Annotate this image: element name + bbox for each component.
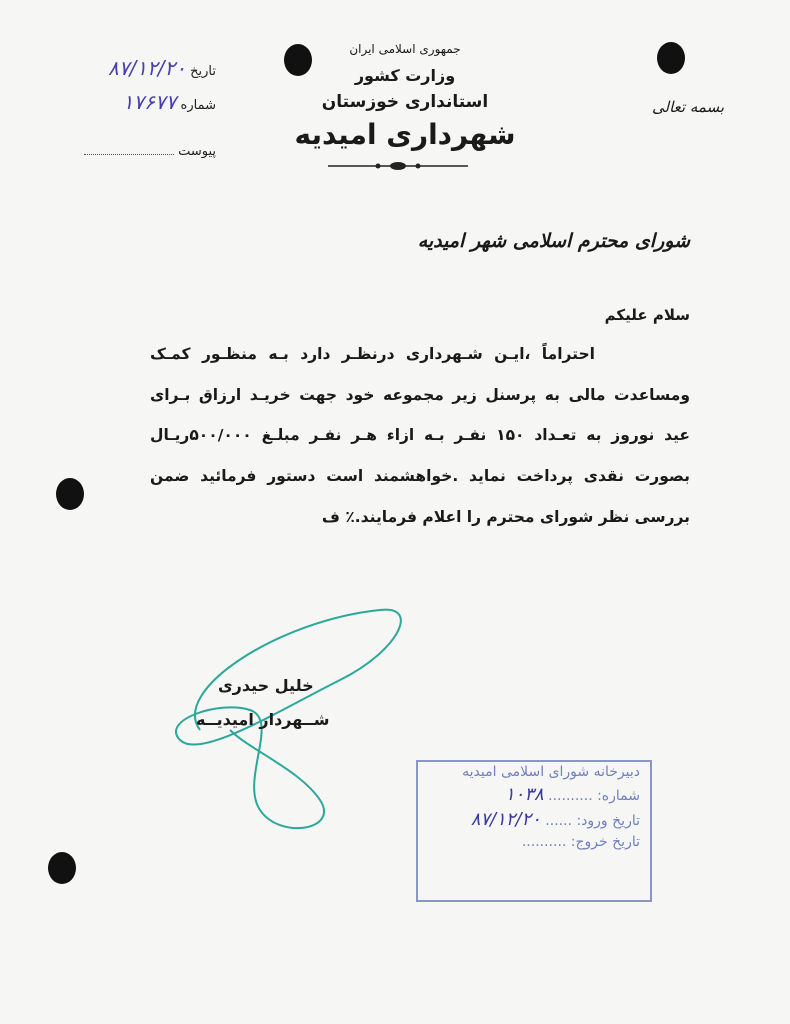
punch-hole <box>48 852 76 884</box>
punch-hole <box>657 42 685 74</box>
stamp-entry-label: تاریخ ورود: ...... <box>545 813 640 829</box>
date-field <box>66 56 216 80</box>
greeting: سلام علیکم <box>604 306 690 324</box>
attachment-label: پیوست <box>178 144 216 159</box>
header-province: استانداری خوزستان <box>321 92 489 112</box>
date-label: تاریخ <box>190 64 216 79</box>
header-country: جمهوری اسلامی ایران <box>349 42 461 56</box>
body-line: عید نوروز به تعـداد ۱۵۰ نفـر بـه ازاء هـر نفـر مبلـغ ۵۰۰/۰۰۰ریـال <box>150 426 691 445</box>
stamp-number <box>418 782 650 807</box>
date-value: ۸۷/۱۲/۲۰ <box>108 56 186 80</box>
stamp-number-label: شماره: .......... <box>548 788 640 804</box>
body-line: ومساعدت مالی به پرسنل زیر مجموعه خود جهت خریـد ارزاق بـرای <box>150 385 690 404</box>
basmala-logo: بسمه تعالی <box>652 98 725 116</box>
stamp-number-value: ۱۰۳۸ <box>505 784 544 805</box>
punch-hole <box>56 478 84 510</box>
letter-body <box>150 334 690 538</box>
attachment-blank <box>84 144 174 155</box>
stamp-entry-date <box>418 807 650 832</box>
body-line: بصورت نقدی پرداخت نماید .خواهشمند است دستور فرمائید ضمن <box>150 467 690 486</box>
number-label: شماره <box>180 98 216 113</box>
body-line: بررسی نظر شورای محترم را اعلام فرمایند.٪ ف <box>321 507 690 526</box>
stamp-entry-value: ۸۷/۱۲/۲۰ <box>470 809 541 830</box>
attachment-field <box>66 144 216 159</box>
body-line: احتراماً ،ایـن شـهرداری درنظـر دارد بـه منظـور کمـک <box>150 345 595 363</box>
stamp-title: دبیرخانه شورای اسلامی امیدیه <box>462 764 640 780</box>
council-receipt-stamp <box>416 760 652 902</box>
signer-name: خلیل حیدری <box>218 676 314 695</box>
header-municipality: شهرداری امیدیه <box>294 118 516 151</box>
ornament-divider <box>328 160 468 172</box>
recipient: شورای محترم اسلامی شهر امیدیه <box>417 230 690 252</box>
stamp-exit-date: تاریخ خروج: .......... <box>521 834 640 850</box>
number-value: ۱۷۶۷۷ <box>122 90 177 114</box>
header-ministry: وزارت کشور <box>354 66 456 85</box>
signer-title: شــهردار امیدیــه <box>196 710 330 729</box>
number-field <box>66 90 216 114</box>
